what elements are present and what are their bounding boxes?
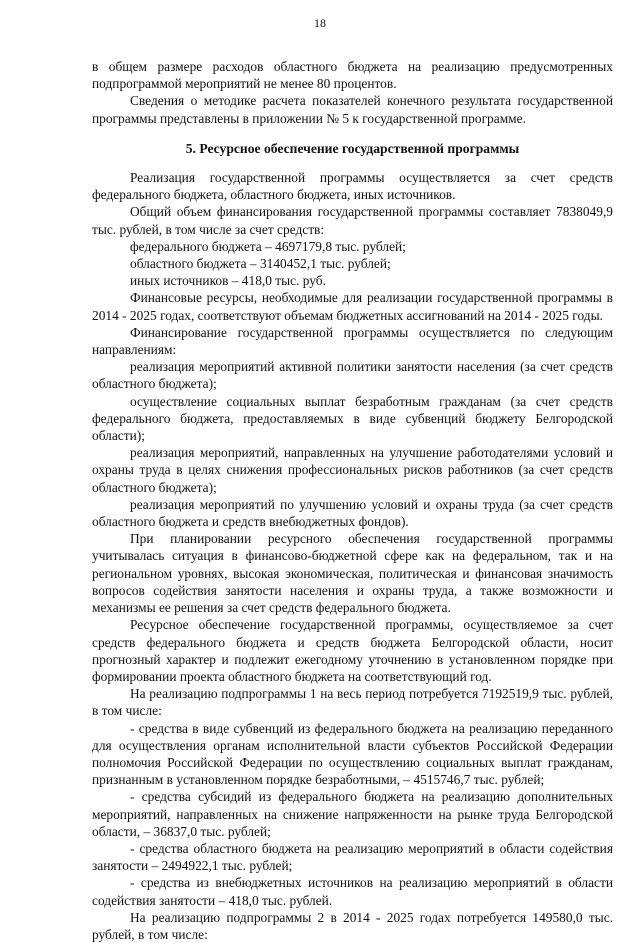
list-item: - средства областного бюджета на реализацию мероприятий в области содействия занятости – 2494922,1 тыс. рублей; (92, 840, 613, 874)
list-item: - средства из внебюджетных источников на реализацию мероприятий в области содействия занятости – 418,0 тыс. рублей. (92, 875, 613, 908)
paragraph: Финансовые ресурсы, необходимые для реализации государственной программы в 2014 - 2025 годах, соответствуют объемам бюджетных ассигнований на 2014 - 2025 годы. (92, 290, 613, 323)
paragraph: На реализацию подпрограммы 2 в 2014 - 2025 годах потребуется 149580,0 тыс. рублей, в том числе: (92, 909, 613, 942)
list-item: - средства в виде субвенций из федерального бюджета на реализацию переданного для осуществления органам исполнительной власти субъектов Российской Федерации полномочия Российской Федерации по осуществлению социальных выплат гражданам, признанным в установленном порядке безработными, – 4515746,7 тыс. рублей; (92, 720, 613, 788)
paragraph: Реализация государственной программы осуществляется за счет средств федерального бюджета, областного бюджета, иных источников. (92, 170, 613, 203)
list-item: федерального бюджета – 4697179,8 тыс. рублей; (130, 238, 406, 254)
paragraph: На реализацию подпрограммы 1 на весь период потребуется 7192519,9 тыс. рублей, в том числе: (92, 686, 613, 719)
list-item: реализация мероприятий, направленных на улучшение работодателями условий и охраны труда в целях снижения профессиональных рисков работников (за счет средств областного бюджета); (92, 445, 613, 495)
section-heading: 5. Ресурсное обеспечение государственной программы (185, 140, 520, 156)
document-body (92, 58, 613, 943)
list-item: областного бюджета – 3140452,1 тыс. рублей; (130, 256, 391, 272)
paragraph: Ресурсное обеспечение государственной программы, осуществляемое за счет средств федерального бюджета и средств бюджета Белгородской области, носит прогнозный характер и подлежит ежегодному уточнению в установленном порядке при формировании проекта областного бюджета на соответствующий год. (92, 617, 613, 684)
paragraph: Финансирование государственной программы осуществляется по следующим направлениям: (92, 324, 613, 358)
list-item: реализация мероприятий активной политики занятости населения (за счет средств областного бюджета); (92, 359, 613, 392)
paragraph: Сведения о методике расчета показателей конечного результата государственной программы представлены в приложении № 5 к государственной программе. (92, 93, 613, 126)
page-number: 18 (314, 16, 326, 30)
list-item: - средства субсидий из федерального бюджета на реализацию дополнительных мероприятий, направленных на снижение напряженности на рынке труда Белгородской области, – 36837,0 тыс. рублей; (92, 789, 613, 839)
paragraph: Общий объем финансирования государственной программы составляет 7838049,9 тыс. рублей, в том числе за счет средств: (92, 204, 613, 237)
list-item: реализация мероприятий по улучшению условий и охраны труда (за счет средств областного бюджета и средств внебюджетных фондов). (92, 496, 613, 530)
list-item: осуществление социальных выплат безработным гражданам (за счет средств федерального бюджета, предоставляемых в виде субвенций бюджету Белгородской области); (92, 393, 613, 444)
paragraph: При планировании ресурсного обеспечения государственной программы учитывалась ситуация в финансово-бюджетной сфере как на федеральном, так и на региональном уровнях, высокая экономическая, политическая и финансовая значимость вопросов содействия занятости населения и охраны труда, а также возможности и механизмы ее решения за счет средств федерального бюджета. (92, 531, 613, 616)
list-item: иных источников – 418,0 тыс. руб. (130, 273, 326, 289)
paragraph: в общем размере расходов областного бюджета на реализацию предусмотренных подпрограммой мероприятий не менее 80 процентов. (92, 59, 613, 92)
